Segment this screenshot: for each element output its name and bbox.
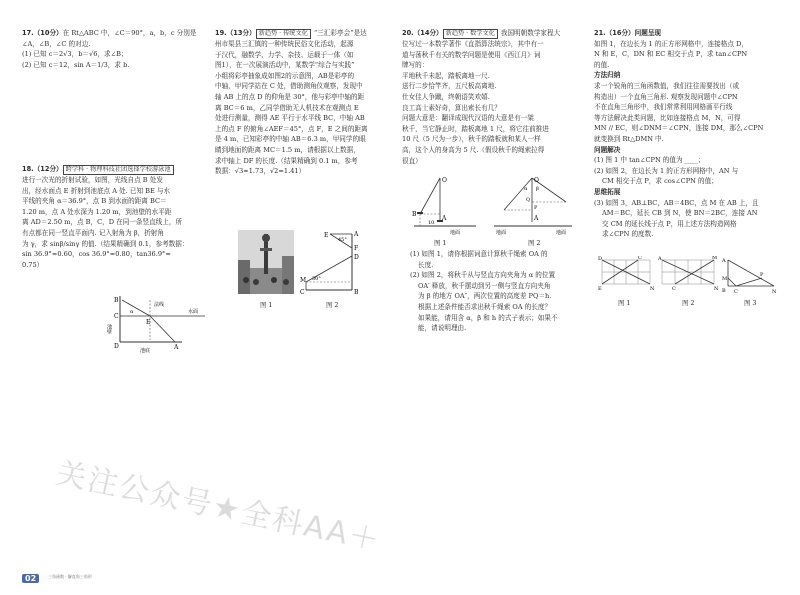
question-20: 20.（14分） 新趋势 · 数学文化 我国明朝数学家程大 位写过一本数学著作《直指算法统宗》，其中有一 道与荡秋千有关的数学问题是使用《西江月》词 牌写的： 平地秋千未起，踏板离地一尺. 送行二步恰竿齐，五尺板高离地. 仕女佳人争蹴，终朝语笑欢嬉. 良工高士素好奇，算出索长有几？ 问题大意是：翻译成现代汉语的大意是有一架 秋千，当它静止时，踏板离地 1 尺，将它往前推进 10 尺（5 尺为一步），秋千的踏板就和某人一样 高，这个人的身高为 5 尺.（假设秋千的绳索拉得 很直） <box>402 29 561 165</box>
subject-tag: 跨学科 · 物理科技社团选择学校游泳池 <box>63 165 174 175</box>
point-D: D <box>598 256 603 262</box>
point-A: A <box>174 344 179 351</box>
point-B: B <box>412 211 417 218</box>
point-A: A <box>534 215 539 222</box>
angle-30: 30° <box>312 276 321 282</box>
q19-photo <box>238 230 294 294</box>
label-wall: 池壁 <box>106 324 112 334</box>
point-O: O <box>534 177 539 184</box>
point-A: A <box>722 258 726 264</box>
q20-caption-2: 图 2 <box>528 239 541 247</box>
angle-alpha: α <box>130 309 134 315</box>
page-number: 02 <box>22 574 39 583</box>
section-extend: 思维拓展 <box>594 187 621 196</box>
subject-tag: 新趋势 · 数学文化 <box>443 29 498 39</box>
angle-45: 45° <box>338 237 347 243</box>
label-ground: 地面 <box>496 230 507 236</box>
q20-figure-1 <box>410 174 480 236</box>
point-N: N <box>772 289 777 295</box>
question-17: 17.（10分）在 Rt△ABC 中，∠C＝90°，a，b，c 分别是 ∠A，∠B，∠C 的对边. (1) 已知 c＝2√3，b＝√6，求∠B； (2) 已知 c＝12，sin A＝1/3，求 b. <box>22 29 197 69</box>
question-19: 19.（13分） 新趋势 · 传统文化 “三汇彩亭会”是达 州市渠县三汇镇的一种传统民俗文化活动，起源 于汉代，融数学、力学、杂技、运载于一体（如 图1），在一次展演活动中，某数学“综合与实践” 小组将彩亭抽象成如图2的示意图，AB是彩亭的 中轴，甲同学站在 C 处，借助测角仪观察，发现中 轴 AB 上的点 D 的仰角是 30°，他与彩亭中轴的距 离 BC＝6 m，乙同学借助无人机技术在观测点 E 处进行测量，测得 AE 平行于水平线 BC，中轴 AB 上的点 F 的俯角∠AEF＝45°，点 F，E 之间的距离 是 4 m，已知彩亭的中轴 AB＝6.3 m，甲同学的眼 睛到地面的距离 MC＝1.5 m，请根据以上数据， 求中轴上 DF 的长度.（结果精确到 0.1 m，参考 数据：√3≈1.73，√2≈1.41） <box>215 29 368 176</box>
point-A: A <box>658 256 662 262</box>
point-B: B <box>114 297 119 304</box>
point-P: P <box>534 205 538 211</box>
q21-figure-3 <box>722 256 778 296</box>
section-method: 方法归纳 <box>594 71 621 80</box>
point-D: D <box>354 254 359 261</box>
q20-figure-2 <box>490 174 576 236</box>
point-B: B <box>354 289 359 296</box>
point-C: C <box>638 256 642 261</box>
label-surface: 水面 <box>188 309 199 315</box>
point-A: A <box>442 215 447 222</box>
angle-beta: β <box>536 186 539 192</box>
question-20-parts: (1) 如图 1，请你根据词意计算秋千绳索 OA 的 长度. (2) 如图 2，将秋千从与竖直方向夹角为 α 的位置 OA′ 释放，秋千摆动到另一侧与竖直方向夹角 为 β 的地方 OA″，两次位置的高度差 PQ＝h. 根据上述条件能否求出秋千绳索 OA 的长度？ 如果能，请用含 α，β 和 h 的式子表示；如果不 能，请说明理由. <box>410 250 558 333</box>
q21-figure-2 <box>658 256 718 296</box>
q20-caption-1: 图 1 <box>434 239 447 247</box>
point-D: D <box>114 343 119 350</box>
point-N: N <box>650 286 654 292</box>
point-M: M <box>300 277 307 284</box>
watermark: 关注公众号★全科AA＋ <box>53 455 384 559</box>
point-B: B <box>722 288 726 294</box>
point-M: M <box>712 256 718 261</box>
subject-tag: 新趋势 · 传统文化 <box>256 29 311 39</box>
label-bottom: 池底 <box>140 348 151 354</box>
point-O: O <box>442 177 447 184</box>
q21-caption-1: 图 1 <box>618 299 631 307</box>
q19-caption-2: 图 2 <box>326 301 339 309</box>
angle-alpha: α <box>524 186 528 192</box>
point-C: C <box>114 313 119 320</box>
point-M: M <box>722 276 728 282</box>
q18-figure <box>100 294 210 354</box>
q21-figure-1 <box>598 256 654 296</box>
point-P: P <box>760 272 764 278</box>
question-21: 21.（16分）问题呈现 如图 1，在边长为 1 的正方形网格中，连接格点 D， N 和 E，C，DN 和 EC 相交于点 P，求 tan∠CPN 的值. 方法归纳 求一个锐角的三角函数值，我们往往需要找出（或 构造出）一个直角三角形. 观察发现问题中∠CPN 不在直角三角形中，我们常常利用网格画平行线 等方法解决此类问题，比如连接格点 M，N，可得 MN // EC，则∠DNM＝∠CPN，连接 DM，那么∠CPN 就变换到 Rt△DMN 中. 问题解决 (1) 图 1 中 tan∠CPN 的值为 ____； (2) 如图 2，在边长为 1 的正方形网格中，AN 与 CM 相交于点 P，求 cos∠CPN 的值； 思维拓展 (3) 如图 3，AB⊥BC，AB＝4BC，点 M 在 AB 上，且 AM＝BC，延长 CB 到 N，使 BN＝2BC，连接 AN 交 CM 的延长线于点 P，用上述方法构造网格 求∠CPN 的度数. <box>594 28 780 240</box>
point-C: C <box>734 289 738 295</box>
q19-figure <box>300 230 362 296</box>
point-N: N <box>714 286 718 292</box>
q21-caption-3: 图 3 <box>744 299 757 307</box>
q19-caption-1: 图 1 <box>260 301 273 309</box>
footer-note: 三角函数 · 解直角三角形 <box>48 574 92 579</box>
point-C: C <box>672 286 676 292</box>
label-normal: 法线 <box>154 302 165 308</box>
point-Q: Q <box>526 197 531 203</box>
point-C: C <box>300 289 305 296</box>
label-ground-2: 地面 <box>556 230 567 236</box>
point-F: F <box>354 245 359 252</box>
point-E: E <box>598 286 602 292</box>
label-10: 10 <box>428 220 435 226</box>
point-E: E <box>146 319 151 326</box>
point-A: A <box>354 231 359 238</box>
point-E: E <box>324 232 329 239</box>
section-solve: 问题解决 <box>594 145 621 154</box>
q21-caption-2: 图 2 <box>682 299 695 307</box>
question-18: 18.（12分） 跨学科 · 物理科技社团选择学校游泳池 进行一次光的折射试验，如图，光线自点 B 处发 出，经水面点 E 折射到池底点 A 处. 已知 BE 与水 平线的夹角 α＝36.9°，点 B 到水面的距离 BC＝ 1.20 m，点 A 处水深为 1.20 m，到池壁的水平距 离 AD＝2.50 m，点 B，C，D 在同一条竖直线上，所 有点都在同一竖直平面内. 记入射角为 β，折射角 为 γ，求 sinβ/sinγ 的值.（结果精确到 0.1，参考数据： sin 36.9°≈0.60，cos 36.9°≈0.80，tan36.9°≈ 0.75） <box>22 165 189 269</box>
label-ground: 地面 <box>450 230 461 236</box>
